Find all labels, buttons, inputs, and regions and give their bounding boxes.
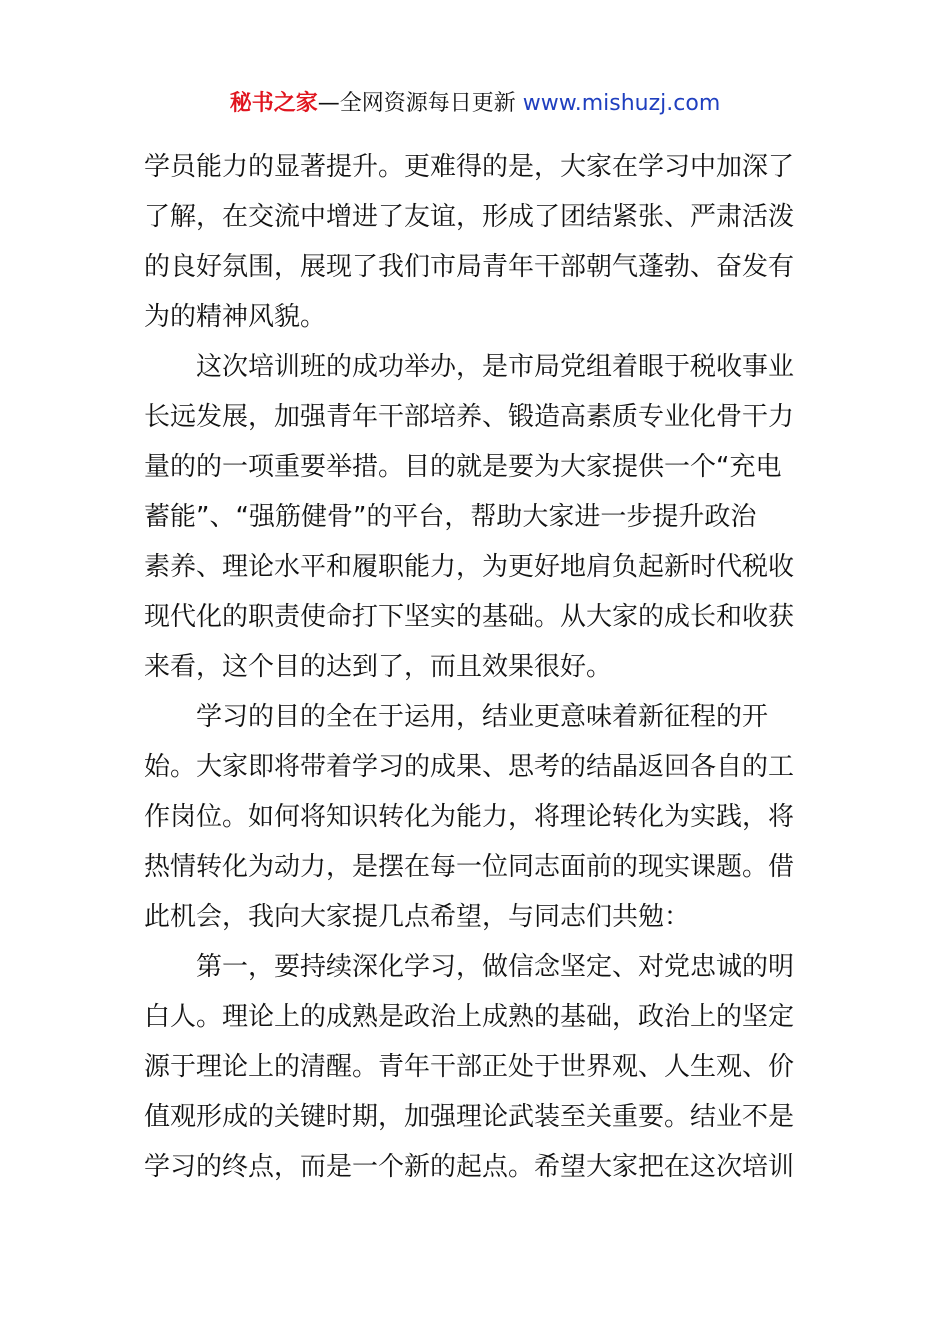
paragraph-first-line: 这次培训班的成功举办，是市局党组着眼于税收事业 xyxy=(196,352,795,382)
text-line: 作岗位。如何将知识转化为能力，将理论转化为实践，将 xyxy=(144,802,795,832)
paragraph-first-line: 学习的目的全在于运用，结业更意味着新征程的开 xyxy=(196,702,769,732)
text-line: 来看，这个目的达到了，而且效果很好。 xyxy=(144,652,613,682)
text-line: 源于理论上的清醒。青年干部正处于世界观、人生观、价 xyxy=(144,1052,795,1082)
header-tagline: —全网资源每日更新 xyxy=(317,91,523,116)
brand-name: 秘书之家 xyxy=(229,91,318,116)
text-line: 为的精神风貌。 xyxy=(144,302,327,332)
text-line: 始。大家即将带着学习的成果、思考的结晶返回各自的工 xyxy=(144,752,795,782)
document-body xyxy=(144,142,808,1192)
text-line: 学习的终点，而是一个新的起点。希望大家把在这次培训 xyxy=(144,1152,795,1182)
text-line: 白人。理论上的成熟是政治上成熟的基础，政治上的坚定 xyxy=(144,1002,795,1032)
text-line: 现代化的职责使命打下坚实的基础。从大家的成长和收获 xyxy=(144,602,795,632)
text-line: 素养、理论水平和履职能力，为更好地肩负起新时代税收 xyxy=(144,552,795,582)
text-line: 学员能力的显著提升。更难得的是，大家在学习中加深了 xyxy=(144,152,795,182)
text-line: 的良好氛围，展现了我们市局青年干部朝气蓬勃、奋发有 xyxy=(144,252,795,282)
paragraph-first-line: 第一，要持续深化学习，做信念坚定、对党忠诚的明 xyxy=(196,952,795,982)
text-line: 此机会，我向大家提几点希望，与同志们共勉： xyxy=(144,902,691,932)
text-line: 值观形成的关键时期，加强理论武装至关重要。结业不是 xyxy=(144,1102,795,1132)
site-header xyxy=(0,86,950,122)
text-line: 量的的一项重要举措。目的就是要为大家提供一个“充电 xyxy=(144,452,782,482)
site-url[interactable]: www.mishuzj.com xyxy=(522,91,721,116)
text-line: 长远发展，加强青年干部培养、锻造高素质专业化骨干力 xyxy=(144,402,795,432)
text-line: 了解，在交流中增进了友谊，形成了团结紧张、严肃活泼 xyxy=(144,202,795,232)
text-line: 热情转化为动力，是摆在每一位同志面前的现实课题。借 xyxy=(144,852,795,882)
text-line: 蓄能”、“强筋健骨”的平台，帮助大家进一步提升政治 xyxy=(144,502,757,532)
